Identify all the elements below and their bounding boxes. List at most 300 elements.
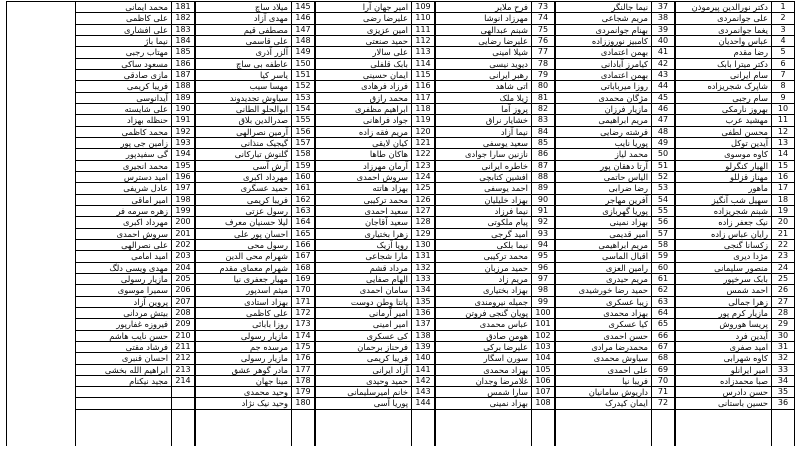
- row-name: زهره سرمه فر: [76, 206, 171, 217]
- row-number: 213: [172, 365, 194, 376]
- name-column: [75, 2, 171, 446]
- row-number: 133: [412, 274, 434, 285]
- row-name: خاطره ایرانی: [436, 161, 531, 172]
- row-name: حمید عسگری: [196, 183, 291, 194]
- row-number: 132: [412, 263, 434, 274]
- row-number: 127: [412, 206, 434, 217]
- row-name: روزا میرباباتی: [556, 81, 651, 92]
- row-number: 114: [412, 59, 434, 70]
- row-number: 148: [292, 36, 314, 47]
- row-number: 156: [292, 127, 314, 138]
- row-name: مریم فقه زاده: [316, 127, 411, 138]
- row-name: مهدی آزاد: [196, 13, 291, 24]
- row-name: امیر امینی: [316, 319, 411, 330]
- row-number: 53: [652, 183, 674, 194]
- row-name: آفرین مهاجر: [556, 195, 651, 206]
- row-name: هومن صادق: [436, 331, 531, 342]
- row-number: 59: [652, 251, 674, 262]
- row-name: عاطفه بی ساچ: [196, 59, 291, 70]
- row-name: بهزاد هاتته: [316, 183, 411, 194]
- row-name: بهمن اعتمادی: [556, 70, 651, 81]
- row-name: سیاوش محمدی: [556, 353, 651, 364]
- row-name: فرحناز برحمان: [316, 342, 411, 353]
- name-column: [435, 2, 531, 446]
- row-number: 95: [532, 251, 554, 262]
- row-number: 29: [772, 319, 794, 330]
- row-name: حمید مرزبان: [436, 263, 531, 274]
- row-name: شهرام معمای مقدم: [196, 263, 291, 274]
- row-number: 9: [772, 93, 794, 104]
- row-number: 104: [532, 353, 554, 364]
- row-name: پوریا نایب: [556, 138, 651, 149]
- row-number: 46: [652, 104, 674, 115]
- number-column: [291, 2, 314, 446]
- row-number: 80: [532, 81, 554, 92]
- row-name: مهرداد اکبری: [196, 172, 291, 183]
- row-number: 48: [652, 127, 674, 138]
- row-name: الیاس حاتمی: [556, 172, 651, 183]
- name-column: [555, 2, 651, 446]
- row-name: بهزاد محمدی: [436, 365, 531, 376]
- row-name: امیر قدیمی: [556, 229, 651, 240]
- row-name: سارا شمس: [436, 387, 531, 398]
- row-name: هاکان طاها: [316, 149, 411, 160]
- row-number: 145: [292, 2, 314, 13]
- row-number: 93: [532, 229, 554, 240]
- row-name: احسان قنبری: [76, 353, 171, 364]
- row-number: 182: [172, 13, 194, 24]
- row-number: 143: [412, 387, 434, 398]
- row-number: 36: [772, 398, 794, 409]
- row-number: 33: [772, 365, 794, 376]
- row-name: محمد ایمانی: [76, 2, 171, 13]
- row-name: مرداد قشم: [316, 263, 411, 274]
- row-name: آیدین فرد: [676, 331, 771, 342]
- row-number: 201: [172, 229, 194, 240]
- table-column-group: [315, 2, 435, 446]
- row-name: پروز آما: [436, 104, 531, 115]
- row-number: 128: [412, 217, 434, 228]
- row-name: مژگان محمدی: [556, 93, 651, 104]
- row-number: 177: [292, 365, 314, 376]
- row-name: نازنین سارا جوادی: [436, 149, 531, 160]
- row-number: 203: [172, 251, 194, 262]
- row-name: سعید یوسفی: [436, 138, 531, 149]
- row-name: ایمان کیدرک: [556, 398, 651, 409]
- row-number: 58: [652, 240, 674, 251]
- row-name: ماهور: [676, 183, 771, 194]
- row-name: احمد شمس: [676, 285, 771, 296]
- row-name: مصطفی قیم: [196, 25, 291, 36]
- row-number: 97: [532, 274, 554, 285]
- table-column-group: [195, 2, 315, 446]
- row-number: 98: [532, 285, 554, 296]
- row-number: 89: [532, 183, 554, 194]
- row-name: بیتش مردانی: [76, 308, 171, 319]
- row-number: 125: [412, 183, 434, 194]
- row-number: 62: [652, 285, 674, 296]
- row-number: 87: [532, 161, 554, 172]
- row-number: 192: [172, 127, 194, 138]
- row-name: کاوه شهرابی: [676, 353, 771, 364]
- row-name: آرش آسی: [196, 161, 291, 172]
- row-number: 195: [172, 161, 194, 172]
- row-number: 28: [772, 308, 794, 319]
- number-column: [171, 2, 194, 446]
- name-column: [315, 2, 411, 446]
- row-number: 188: [172, 81, 194, 92]
- number-column: [651, 2, 674, 446]
- row-name: نیک جعفر زاده: [676, 217, 771, 228]
- row-name: سامان احمدی: [316, 285, 411, 296]
- row-number: 167: [292, 251, 314, 262]
- row-name: احسان پور علی: [196, 229, 291, 240]
- row-number: 202: [172, 240, 194, 251]
- row-number: 210: [172, 331, 194, 342]
- row-name: سیاوش تجدیدوند: [196, 93, 291, 104]
- number-column: [411, 2, 434, 446]
- row-name: محمد ترکیبی: [316, 195, 411, 206]
- row-name: مهرزاد انوشا: [436, 13, 531, 24]
- number-column: [771, 2, 794, 446]
- row-name: زکسانا گنجی: [676, 240, 771, 251]
- row-name: لیلا حسنیان معرف: [196, 217, 291, 228]
- row-number: 19: [772, 206, 794, 217]
- row-number: 55: [652, 206, 674, 217]
- table-column-group: [435, 2, 555, 446]
- row-number: 112: [412, 36, 434, 47]
- row-name: مهدی ویسی دلگ: [76, 263, 171, 274]
- row-name: رضا ضرابی: [556, 183, 651, 194]
- row-name: سعید آقاجان: [316, 217, 411, 228]
- row-name: سورن اسگار: [436, 353, 531, 364]
- row-name: ابوالحلو الطانی: [196, 104, 291, 115]
- row-number: 214: [172, 376, 194, 387]
- row-name: شهرام محی الدین: [196, 251, 291, 262]
- row-name: یغما جوانمردی: [676, 25, 771, 36]
- row-number: 154: [292, 104, 314, 115]
- row-number: 197: [172, 183, 194, 194]
- row-name: میثم اسدپور: [196, 285, 291, 296]
- row-number: 110: [412, 13, 434, 24]
- row-number: 208: [172, 308, 194, 319]
- row-name: محمد کاظمی: [76, 127, 171, 138]
- row-name: حمید رضا خورشیدی: [556, 285, 651, 296]
- row-name: مهناز قزللو: [676, 172, 771, 183]
- row-number: 4: [772, 36, 794, 47]
- table-column-group: [555, 2, 675, 446]
- name-column: [675, 2, 771, 446]
- row-number: 83: [532, 115, 554, 126]
- row-name: سام رجبی: [676, 93, 771, 104]
- row-name: مریم ابراهیمی: [556, 115, 651, 126]
- row-name: آیدین توکل: [676, 138, 771, 149]
- row-name: گیجیک منذانی: [196, 138, 291, 149]
- row-name: افشین کتابچی: [436, 172, 531, 183]
- row-number: 189: [172, 93, 194, 104]
- row-number: 18: [772, 195, 794, 206]
- row-name: علی کاظمی: [76, 13, 171, 24]
- row-number: 88: [532, 172, 554, 183]
- row-number: 170: [292, 285, 314, 296]
- row-name: فریبا نیا: [556, 376, 651, 387]
- row-name: محمدرضا مرادی: [556, 342, 651, 353]
- row-number: 162: [292, 195, 314, 206]
- row-name: دکتر میترا بابک: [676, 59, 771, 70]
- row-name: مادر گوهر عشق: [196, 365, 291, 376]
- row-number: 102: [532, 331, 554, 342]
- row-number: 191: [172, 115, 194, 126]
- row-name: شاپرک شجریزاده: [676, 81, 771, 92]
- row-number: 20: [772, 217, 794, 228]
- row-number: 166: [292, 240, 314, 251]
- row-number: 209: [172, 319, 194, 330]
- row-number: 34: [772, 376, 794, 387]
- row-number: 130: [412, 240, 434, 251]
- row-number: 126: [412, 195, 434, 206]
- row-name: مسعود ساکی: [76, 59, 171, 70]
- row-name: نیما فرزاد: [436, 206, 531, 217]
- row-name: بهزاد نمینی: [556, 217, 651, 228]
- row-number: 43: [652, 70, 674, 81]
- row-number: 124: [412, 172, 434, 183]
- row-number: 69: [652, 365, 674, 376]
- row-name: الهیار کنگرلو: [676, 161, 771, 172]
- row-name: مرسده جم: [196, 342, 291, 353]
- row-name: محمد ترکیبی: [436, 251, 531, 262]
- row-number: 8: [772, 81, 794, 92]
- row-number: 159: [292, 161, 314, 172]
- row-name: آرمین نصرالهی: [196, 127, 291, 138]
- row-number: 199: [172, 206, 194, 217]
- row-name: سام ایرانی: [676, 70, 771, 81]
- row-number: 158: [292, 149, 314, 160]
- row-number: 122: [412, 149, 434, 160]
- row-name: فریبا کریمی: [316, 353, 411, 364]
- row-name: بابک سرخپور: [676, 274, 771, 285]
- row-number: 6: [772, 59, 794, 70]
- row-number: 183: [172, 25, 194, 36]
- row-number: 111: [412, 25, 434, 36]
- row-number: 90: [532, 195, 554, 206]
- row-name: نیما بلکی: [436, 240, 531, 251]
- row-name: رهبر ایرانی: [436, 70, 531, 81]
- row-name: [76, 398, 171, 409]
- row-number: 24: [772, 263, 794, 274]
- row-name: علی افشاری: [76, 25, 171, 36]
- row-number: 152: [292, 81, 314, 92]
- row-number: 32: [772, 353, 794, 364]
- row-name: آرتا دهقان پور: [556, 161, 651, 172]
- row-name: بهزاد خلیلیان: [436, 195, 531, 206]
- row-number: 10: [772, 104, 794, 115]
- row-name: سمیرا موسوی: [76, 285, 171, 296]
- row-number: 86: [532, 149, 554, 160]
- row-number: 31: [772, 342, 794, 353]
- row-name: گی سفیدپور: [76, 149, 171, 160]
- row-number: 45: [652, 93, 674, 104]
- row-number: 79: [532, 70, 554, 81]
- row-name: امیر جهان آرا: [316, 2, 411, 13]
- row-name: جواد فراهانی: [316, 115, 411, 126]
- row-number: 76: [532, 36, 554, 47]
- row-number: 74: [532, 13, 554, 24]
- row-name: دیوید نیسی: [436, 59, 531, 70]
- row-number: 186: [172, 59, 194, 70]
- row-name: ایمان حسینی: [316, 70, 411, 81]
- row-number: 70: [652, 376, 674, 387]
- row-number: 99: [532, 297, 554, 308]
- row-name: بهزاد نمینی: [436, 398, 531, 409]
- row-number: 14: [772, 149, 794, 160]
- row-name: زهرا بختیاری: [316, 229, 411, 240]
- row-number: 120: [412, 127, 434, 138]
- row-number: 135: [412, 297, 434, 308]
- row-number: 108: [532, 398, 554, 409]
- row-name: آیدانوسی: [76, 93, 171, 104]
- row-name: محسن لطفی: [676, 127, 771, 138]
- row-number: 181: [172, 2, 194, 13]
- row-name: بهمن اعتمادی: [556, 47, 651, 58]
- row-name: امیر آرمانی: [316, 308, 411, 319]
- row-name: مریم زاد: [436, 274, 531, 285]
- row-name: علی نصرالهی: [76, 240, 171, 251]
- row-name: صبا محمدزاده: [676, 376, 771, 387]
- row-number: 184: [172, 36, 194, 47]
- row-name: مریم حیدری: [556, 274, 651, 285]
- row-number: 52: [652, 172, 674, 183]
- row-number: 56: [652, 217, 674, 228]
- row-name: مهسا سیب: [196, 81, 291, 92]
- row-name: زیبا عسکری: [556, 297, 651, 308]
- row-number: 137: [412, 319, 434, 330]
- row-number: 179: [292, 387, 314, 398]
- row-number: 63: [652, 297, 674, 308]
- row-name: محمد انجیری: [76, 161, 171, 172]
- row-name: ژیلا ملک: [436, 93, 531, 104]
- row-number: 82: [532, 104, 554, 115]
- row-name: پانتا وطن دوست: [316, 297, 411, 308]
- row-number: 91: [532, 206, 554, 217]
- row-name: میلاد ساچ: [196, 2, 291, 13]
- row-number: 176: [292, 353, 314, 364]
- row-number: 26: [772, 285, 794, 296]
- row-name: پریسا هوروش: [676, 319, 771, 330]
- row-name: دکتر نورالدین پیرموذن: [676, 2, 771, 13]
- row-number: 44: [652, 81, 674, 92]
- row-number: 57: [652, 229, 674, 240]
- row-number: 157: [292, 138, 314, 149]
- row-name: مجید نیکنام: [76, 376, 171, 387]
- row-number: 42: [652, 59, 674, 70]
- row-name: وحید نیک نژاد: [196, 398, 291, 409]
- row-name: مهیار جعفری نیا: [196, 274, 291, 285]
- row-number: 150: [292, 59, 314, 70]
- row-number: 113: [412, 47, 434, 58]
- row-name: احمد یوسفی: [436, 183, 531, 194]
- row-number: 77: [532, 47, 554, 58]
- row-name: فرشاد مقتی: [76, 342, 171, 353]
- row-name: کامبیز نوروززاده: [556, 36, 651, 47]
- row-number: 169: [292, 274, 314, 285]
- row-number: 129: [412, 229, 434, 240]
- row-number: 160: [292, 172, 314, 183]
- row-name: بابک قلفلی: [316, 59, 411, 70]
- row-name: مریم شجاعی: [556, 13, 651, 24]
- row-name: آزاد ایرانی: [316, 365, 411, 376]
- row-name: داریوش سامانیان: [556, 387, 651, 398]
- row-number: 190: [172, 104, 194, 115]
- row-number: 115: [412, 70, 434, 81]
- row-number: 15: [772, 161, 794, 172]
- row-name: امین عزیزی: [316, 25, 411, 36]
- row-number: 144: [412, 398, 434, 409]
- row-number: 139: [412, 342, 434, 353]
- row-name: نیما باژ: [76, 36, 171, 47]
- row-name: امید امامی: [76, 251, 171, 262]
- row-name: [76, 387, 171, 398]
- row-name: فرزاد فرهادی: [316, 81, 411, 92]
- row-name: امیر اماقی: [76, 195, 171, 206]
- row-name: روزا بابائی: [196, 319, 291, 330]
- row-name: مازی صادقی: [76, 70, 171, 81]
- row-number: 11: [772, 115, 794, 126]
- row-number: 39: [652, 25, 674, 36]
- row-number: [172, 398, 194, 409]
- row-number: 21: [772, 229, 794, 240]
- row-name: صدرالدین بلاق: [196, 115, 291, 126]
- row-number: 38: [652, 13, 674, 24]
- row-number: 92: [532, 217, 554, 228]
- row-name: رویا آزیک: [316, 240, 411, 251]
- row-number: 22: [772, 240, 794, 251]
- row-number: 200: [172, 217, 194, 228]
- row-number: 23: [772, 251, 794, 262]
- row-number: 185: [172, 47, 194, 58]
- row-name: کاوه موسوی: [676, 149, 771, 160]
- row-name: مازیار رسولی: [76, 274, 171, 285]
- row-number: 5: [772, 47, 794, 58]
- names-table: [6, 1, 795, 446]
- row-name: وحید محمدی: [196, 387, 291, 398]
- row-name: الهام صفایی: [316, 274, 411, 285]
- row-name: کیان لایقی: [316, 138, 411, 149]
- row-name: زهرا جمالی: [676, 297, 771, 308]
- row-number: 72: [652, 398, 674, 409]
- row-number: 41: [652, 47, 674, 58]
- table-column-group: [75, 2, 195, 446]
- row-name: علی جوانمردی: [676, 13, 771, 24]
- row-number: 7: [772, 70, 794, 81]
- row-name: خانم امیرسلیمانی: [316, 387, 411, 398]
- row-number: 2: [772, 13, 794, 24]
- row-name: علی کاظمی: [196, 308, 291, 319]
- row-number: 136: [412, 308, 434, 319]
- row-name: شبنم شجریزاده: [676, 206, 771, 217]
- row-number: 138: [412, 331, 434, 342]
- row-name: عباس واحدیان: [676, 36, 771, 47]
- row-name: امید دسترس: [76, 172, 171, 183]
- row-name: رایان عباس زاده: [676, 229, 771, 240]
- row-number: 134: [412, 285, 434, 296]
- row-name: جمیله نیرومندی: [436, 297, 531, 308]
- row-number: 211: [172, 342, 194, 353]
- row-number: 71: [652, 387, 674, 398]
- row-name: بهنام جوانمردی: [556, 25, 651, 36]
- row-number: 117: [412, 93, 434, 104]
- row-name: یاسر کیا: [196, 70, 291, 81]
- row-name: امیر ایرانلو: [676, 365, 771, 376]
